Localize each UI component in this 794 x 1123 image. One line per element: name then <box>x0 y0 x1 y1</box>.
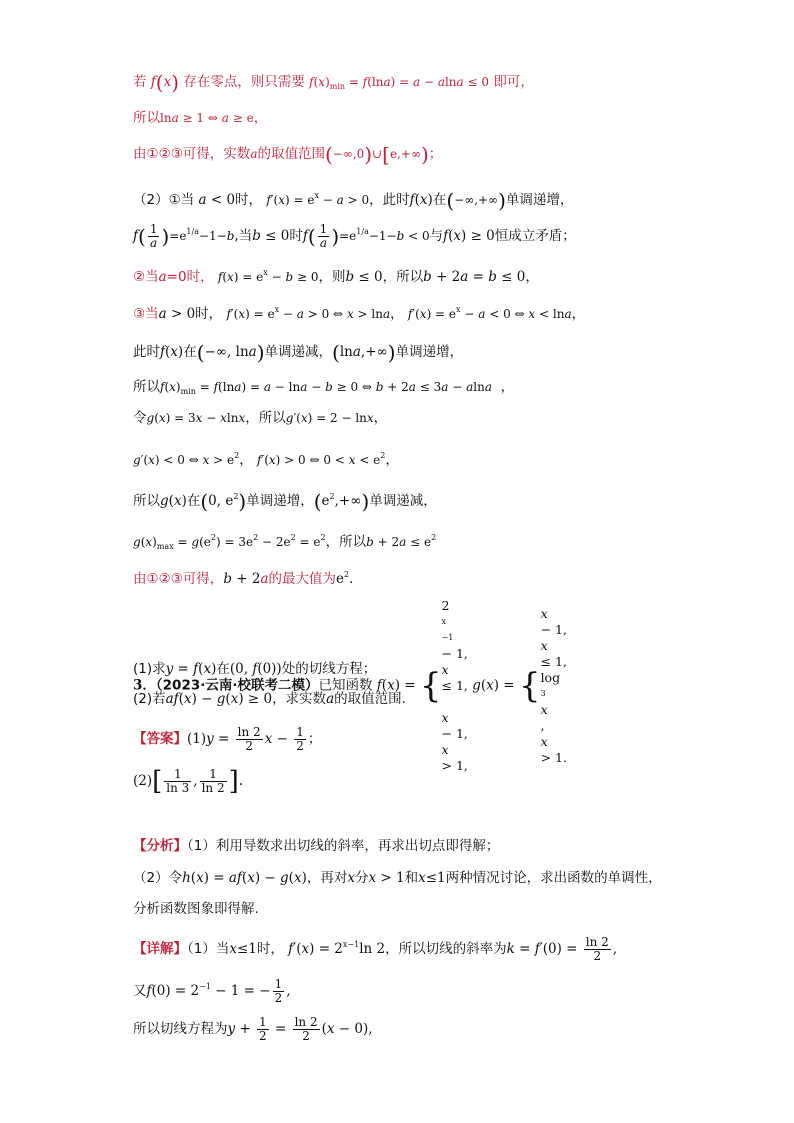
line-13: $g(x)_{max} = g(e^2) = 3e^2 - 2e^2 = e^2$，所以$b + 2a \le e^2$ <box>133 533 437 551</box>
text: 单调递增， <box>395 344 464 360</box>
analysis-1 <box>133 836 499 856</box>
answer-label: 【答案】 <box>133 731 187 747</box>
text: 所以 <box>133 379 160 395</box>
text: （1）当 <box>187 941 230 957</box>
text: 此时 <box>133 344 160 360</box>
text: 单调递增， <box>505 192 574 208</box>
text: 在 <box>216 661 230 677</box>
analysis-3 <box>133 899 259 919</box>
text: 的最大值为 <box>268 571 337 587</box>
text: 时， <box>256 941 284 957</box>
text: （2）①当 <box>133 192 195 208</box>
text: ，求实数 <box>272 691 327 707</box>
question-3: 3．（2023·云南·校联考二模）已知函数 f(x) = { 2 x −1 − 1, x ≤ 1, x − 1, x > 1, g(x) = { x − 1, x ≤ 1, log 3 x , x > 1. <box>133 598 579 773</box>
line-6: ②当a=0时， $f(x) = e^x - b \ge 0$，则b ≤ 0，所以b + 2a = b ≤ 0， <box>133 268 539 285</box>
question-3-part-1: (1)求y = f(x)在(0, f(0))处的切线方程； <box>133 661 377 677</box>
question-source: （2023·云南·校联考二模） <box>155 677 319 694</box>
text: 当 <box>238 228 253 244</box>
text: 的取值范围 <box>257 146 325 162</box>
text: 时 <box>289 228 303 244</box>
line-9: 所以$f(x)_{min} = f(\ln a) = a - \ln a - b \ge 0$ ⇔ b + 2a ≤ 3a − alna ， <box>133 379 515 396</box>
analysis-label: 【分析】 <box>133 838 187 854</box>
text: a <box>158 269 167 285</box>
line-1: 若 f(x) 存在零点，则只需要 $f(x)_{min} = f(\ln a) = a - alna \le 0$ 即可， <box>133 70 534 95</box>
line-10: 令g(x) = 3x − xlnx，所以g′(x) = 2 − lnx， <box>133 410 388 426</box>
text: （2）令 <box>133 870 183 886</box>
text: (1)求 <box>133 661 166 677</box>
text: 即可， <box>493 74 534 90</box>
line-2: 所以lna ≥ 1 ⇔ a ≥ e， <box>133 110 268 126</box>
text: 所以 <box>133 493 160 509</box>
text: ，所以 <box>382 269 424 285</box>
line-12: 所以g(x)在(0, $e^2$)单调递增，$(e^2,+\infty)$单调递减， <box>133 489 437 514</box>
text: 恒成立矛盾； <box>494 228 576 244</box>
text: 单调递减， <box>369 493 437 509</box>
text: 存在零点，则只需要 <box>183 74 305 90</box>
line-4: （2）①当 a < 0时， $f'(x) = e^x - a > 0$，此时f(x)在(−∞,+∞)单调递增， <box>133 188 574 213</box>
question-3-part-2: (2)若af(x) − g(x) ≥ 0，求实数a的取值范围． <box>133 691 416 707</box>
text: 处的切线方程； <box>281 661 377 677</box>
text: ，此时 <box>369 192 410 208</box>
text: 时， <box>235 192 263 208</box>
text: a <box>326 691 335 707</box>
text: 由①②③可得， <box>133 571 224 587</box>
text: 所以切线方程为 <box>133 1021 228 1037</box>
solution-3: 所以切线方程为y + $\frac{1}{2}$ = $\frac{\ln 2}{2}$ (x − 0), <box>133 1015 373 1043</box>
text: 的取值范围． <box>334 691 416 707</box>
line-5: f( $\frac{1}{a}$ )$=e^{1/a}-1-b$,当b ≤ 0时f( $\frac{1}{a}$ )$=e^{1/a}-1-b < 0$与f(x) ≥ 0恒成立矛盾； <box>133 222 576 250</box>
text: 所以 <box>133 110 160 126</box>
line-8: 此时f(x)在(−∞, lna)单调递减，(lna,+∞)单调递增， <box>133 340 464 365</box>
text: 在 <box>432 192 447 208</box>
text: （1）利用导数求出切线的斜率，再求出切点即得解； <box>187 838 500 854</box>
text: 在 <box>186 493 201 509</box>
text: (2)若 <box>133 691 166 707</box>
text: 令 <box>133 410 147 426</box>
analysis-2: （2）令h(x) = af(x) − g(x)，再对x分x > 1和x≤1两种情况讨论，求出函数的单调性， <box>133 870 662 886</box>
line-14: 由①②③可得，b + 2a的最大值为$e^2$. <box>133 570 354 587</box>
text: ； <box>428 146 443 162</box>
text: 若 <box>133 74 147 90</box>
text: 由①②③可得，实数 <box>133 146 251 162</box>
text: 又 <box>133 983 147 999</box>
text: 在 <box>183 344 197 360</box>
line-7: ③当a > 0时， $f'(x) = e^x - a > 0$ ⇔ x > lna， $f'(x) = e^x - a < 0$ ⇔ x < lna， <box>133 305 586 322</box>
text: ，所以 <box>245 410 286 426</box>
text: 分 <box>354 870 369 886</box>
solution-label: 【详解】 <box>133 941 187 957</box>
text: ，所以切线的斜率为 <box>385 941 507 957</box>
text: ，则 <box>318 269 346 285</box>
solution-1: 【详解】（1）当x≤1时， $f'(x) = 2^{x-1}\ln$ 2，所以切线的斜率为k = f′(0) = $\frac{\ln 2}{2}$ , <box>133 935 618 963</box>
answer-1: 【答案】(1)y = $\frac{\ln 2}{2}$ x − $\frac{1}{2}$ ； <box>133 725 322 753</box>
text: (1) <box>187 731 207 747</box>
text: =0时， <box>166 269 214 285</box>
text: 单调递减， <box>264 344 333 360</box>
text: ，再对 <box>306 870 348 886</box>
text: ②当 <box>133 269 159 285</box>
text: 分析函数图象即得解. <box>133 901 259 917</box>
solution-2: 又$f(0) = 2^{-1} - 1$ = − $\frac{1}{2}$ , <box>133 977 291 1005</box>
text: 已知函数 <box>318 677 373 694</box>
answer-2: (2)[ $\frac{1}{\ln 3}$ , $\frac{1}{\ln 2}$ ]. <box>133 766 244 797</box>
line-11: g′(x) < 0 ⇔ $x > e^2$， f′(x) > 0 ⇔ $0 < x < e^2$， <box>133 451 399 468</box>
question-number: 3． <box>133 677 156 694</box>
text: 与 <box>429 228 444 244</box>
text: ③当 <box>133 306 159 322</box>
text: (2) <box>133 773 153 789</box>
line-3: 由①②③可得，实数a的取值范围(−∞,0)∪[e,+∞)； <box>133 142 443 167</box>
text: 时， <box>195 306 223 322</box>
text: 单调递增， <box>246 493 314 509</box>
text: 和 <box>404 870 419 886</box>
text: 两种情况讨论，求出函数的单调性， <box>445 870 662 886</box>
text: ，所以 <box>325 534 367 550</box>
